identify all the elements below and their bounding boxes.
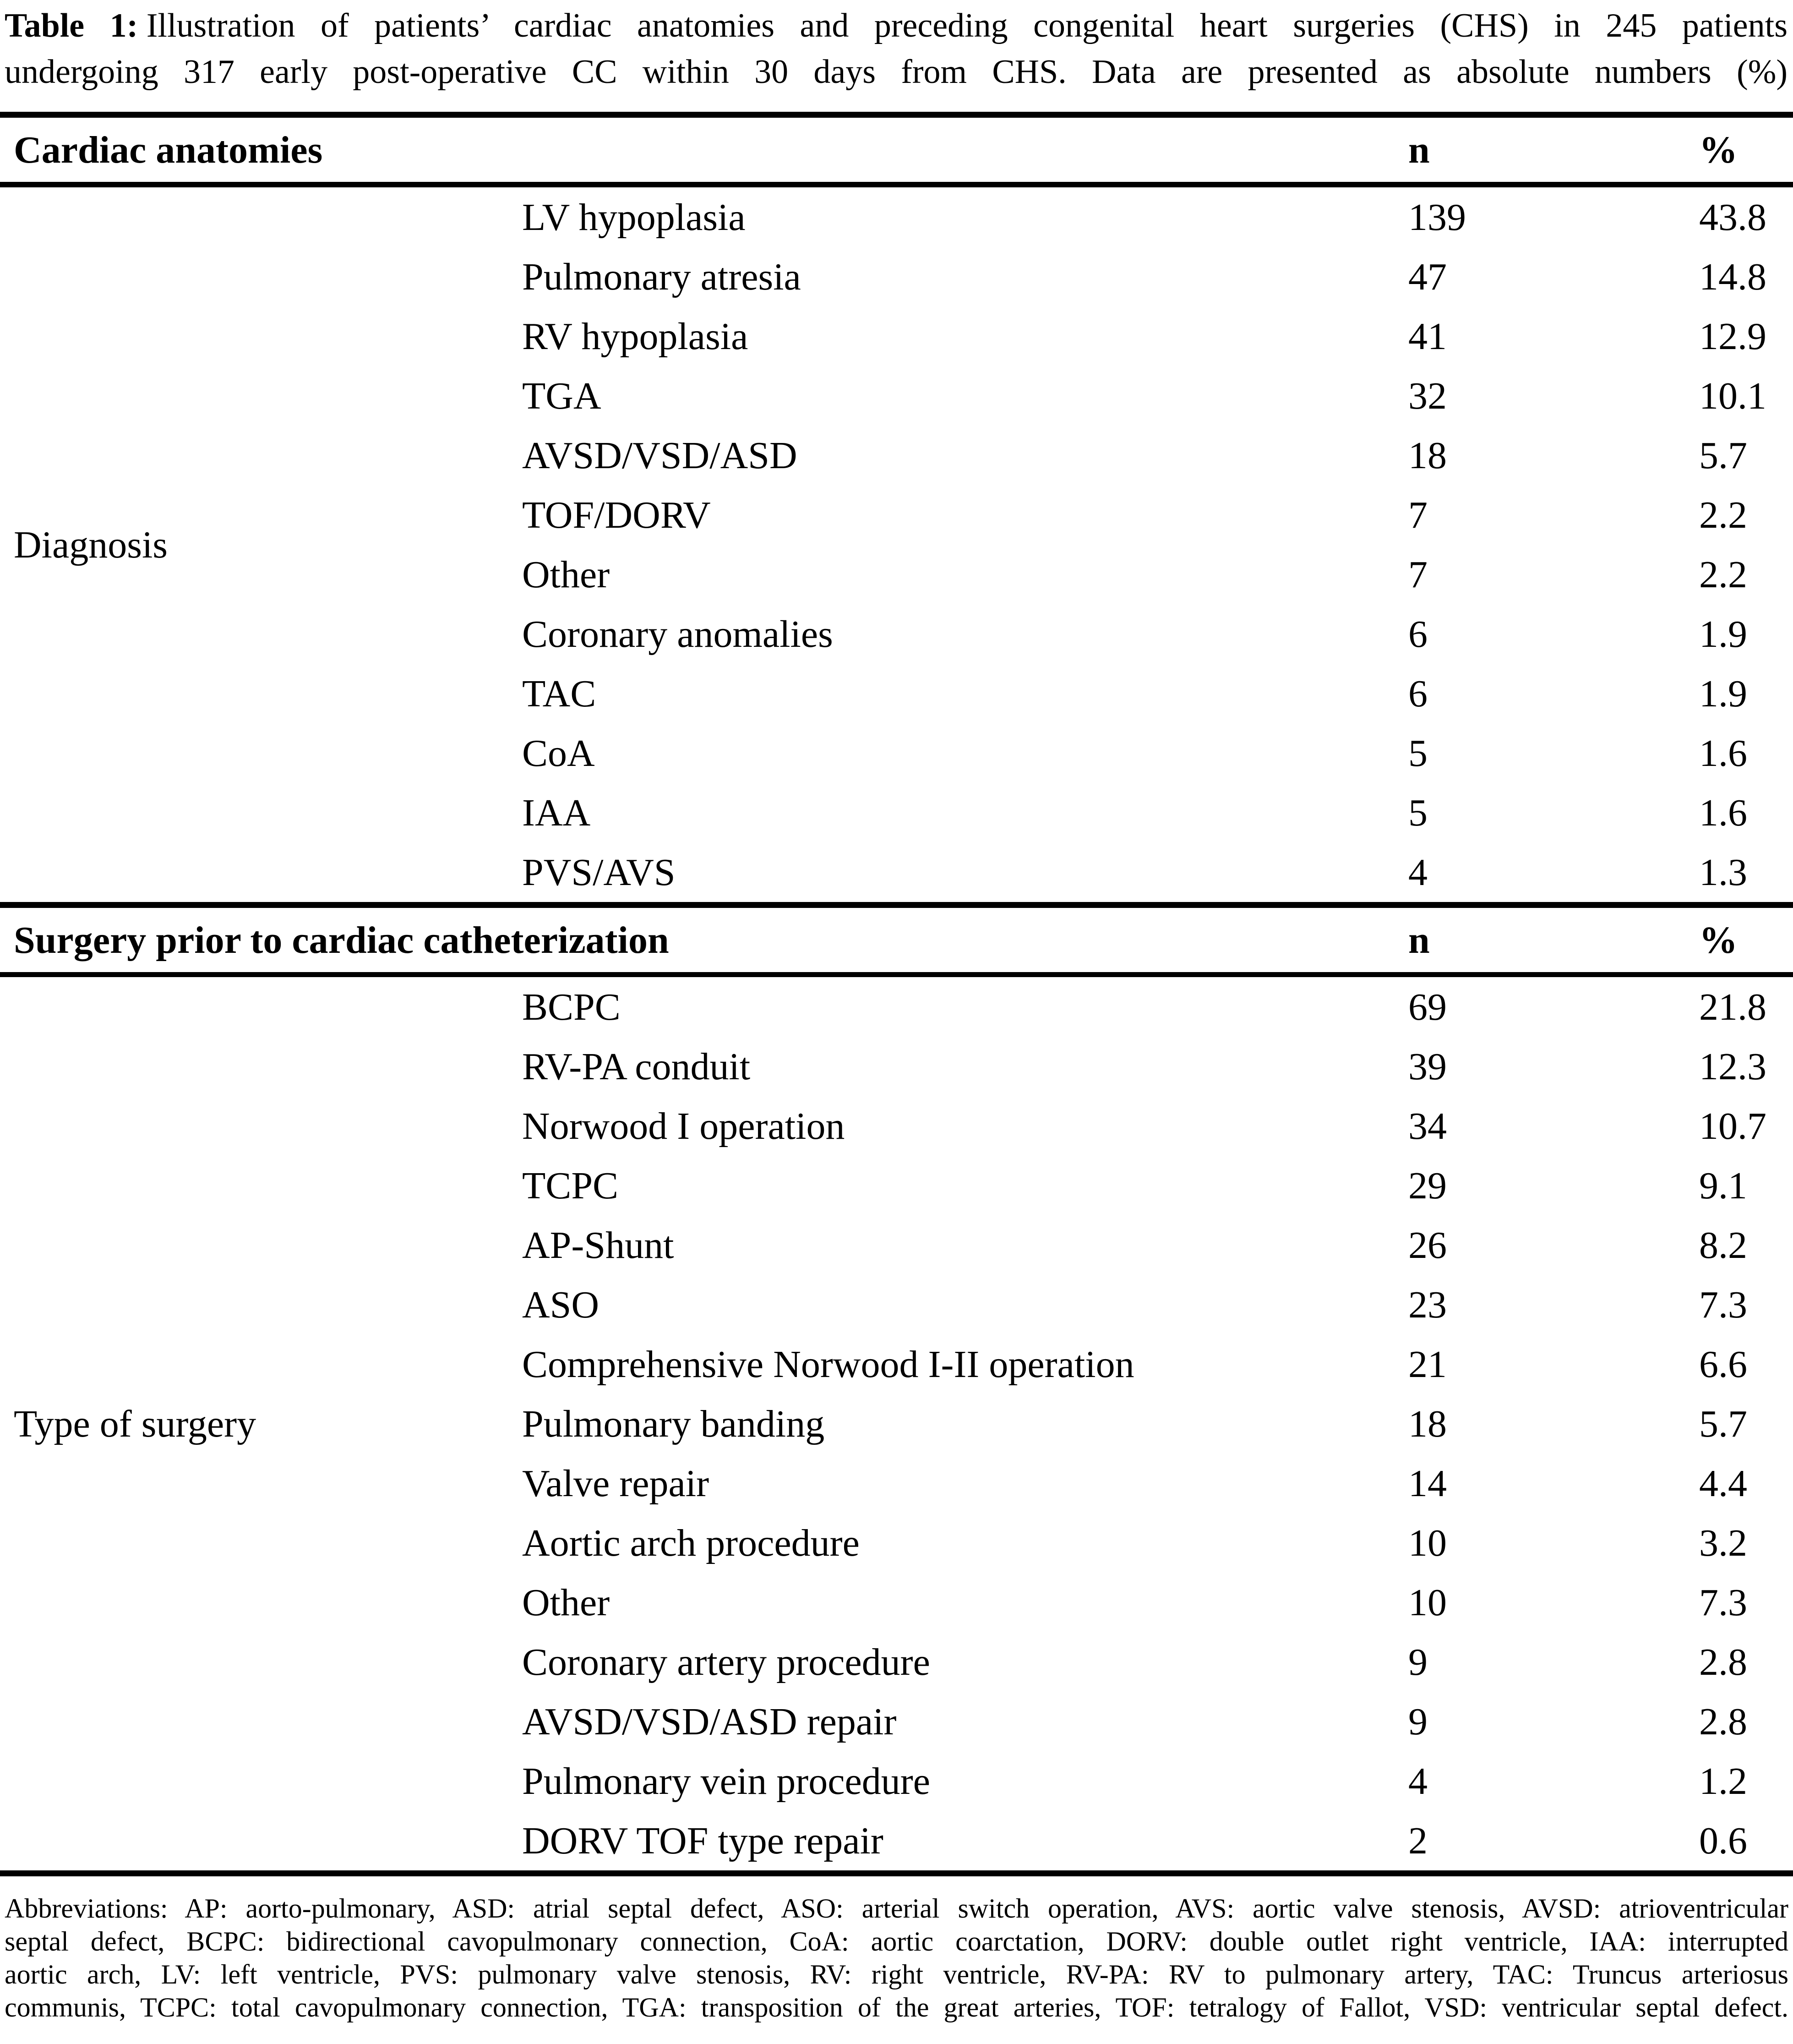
row-n-value: 9 — [1408, 1700, 1428, 1743]
row-label: CoA — [522, 732, 595, 775]
row-percent-value: 2.2 — [1699, 553, 1748, 596]
row-label: Comprehensive Norwood I-II operation — [522, 1343, 1134, 1386]
row-percent-value: 1.9 — [1699, 672, 1748, 715]
row-percent-value: 9.1 — [1699, 1164, 1748, 1207]
row-percent-value: 4.4 — [1699, 1462, 1748, 1505]
row-label: Aortic arch procedure — [522, 1521, 860, 1564]
column-header-n: n — [1408, 905, 1699, 975]
row-n-value: 21 — [1408, 1343, 1447, 1386]
caption-line-1 — [5, 3, 1788, 49]
row-n-value: 41 — [1408, 315, 1447, 358]
row-percent-value: 12.9 — [1699, 315, 1767, 358]
row-n-value: 14 — [1408, 1462, 1447, 1505]
row-n-value: 29 — [1408, 1164, 1447, 1207]
row-percent-value: 0.6 — [1699, 1819, 1748, 1862]
row-n-value: 7 — [1408, 493, 1428, 536]
row-n-value: 139 — [1408, 196, 1466, 239]
row-n-value: 23 — [1408, 1283, 1447, 1326]
row-percent-value: 10.7 — [1699, 1104, 1767, 1148]
row-n-value: 5 — [1408, 732, 1428, 775]
row-percent-value: 14.8 — [1699, 255, 1767, 298]
row-percent-value: 2.2 — [1699, 493, 1748, 536]
row-percent-value: 2.8 — [1699, 1700, 1748, 1743]
row-percent-value: 7.3 — [1699, 1581, 1748, 1624]
row-n-value: 7 — [1408, 553, 1428, 596]
row-percent-value: 5.7 — [1699, 1402, 1748, 1445]
row-label: AVSD/VSD/ASD — [522, 434, 797, 477]
column-header-percent: % — [1699, 905, 1793, 975]
row-percent-value: 1.2 — [1699, 1760, 1748, 1803]
section-header-row-anatomies — [0, 118, 1793, 185]
row-percent-value: 6.6 — [1699, 1343, 1748, 1386]
table-caption — [5, 3, 1788, 95]
row-n-value: 6 — [1408, 672, 1428, 715]
section-header-label: Surgery prior to cardiac catheterization — [0, 905, 1408, 975]
section-header-label: Cardiac anatomies — [0, 118, 1408, 185]
caption-table-number: Table 1: — [5, 7, 138, 44]
row-n-value: 6 — [1408, 612, 1428, 656]
row-percent-value: 3.2 — [1699, 1521, 1748, 1564]
row-n-value: 4 — [1408, 1760, 1428, 1803]
row-label: ASO — [522, 1283, 599, 1326]
row-label: BCPC — [522, 985, 621, 1028]
data-table — [0, 118, 1793, 1870]
row-label: PVS/AVS — [522, 851, 676, 894]
row-n-value: 10 — [1408, 1581, 1447, 1624]
table-row — [0, 185, 1793, 247]
row-n-value: 18 — [1408, 1402, 1447, 1445]
row-percent-value: 1.3 — [1699, 851, 1748, 894]
column-header-percent: % — [1699, 118, 1793, 185]
row-n-value: 69 — [1408, 985, 1447, 1028]
row-percent-value: 7.3 — [1699, 1283, 1748, 1326]
row-label: AVSD/VSD/ASD repair — [522, 1700, 897, 1743]
row-n-value: 5 — [1408, 791, 1428, 834]
section-header-row-surgery — [0, 905, 1793, 975]
row-label: Norwood I operation — [522, 1104, 845, 1148]
row-percent-value: 5.7 — [1699, 434, 1748, 477]
row-label: TCPC — [522, 1164, 619, 1207]
caption-text-line-1: Illustration of patients’ cardiac anatomies and preceding congenital heart surgeries (CHS) in 245 patients — [146, 7, 1788, 44]
row-n-value: 34 — [1408, 1104, 1447, 1148]
row-label: RV-PA conduit — [522, 1045, 751, 1088]
row-percent-value: 1.6 — [1699, 791, 1748, 834]
row-n-value: 47 — [1408, 255, 1447, 298]
row-percent-value: 21.8 — [1699, 985, 1767, 1028]
row-label: Pulmonary banding — [522, 1402, 825, 1445]
footer-line-3: aortic arch, LV: left ventricle, PVS: pulmonary valve stenosis, RV: right ventricle, RV-PA: RV to pulmonary artery, TAC: Truncus arteriosus — [5, 1959, 1788, 1989]
column-header-n: n — [1408, 118, 1699, 185]
footer-line-2: septal defect, BCPC: bidirectional cavopulmonary connection, CoA: aortic coarctation, DORV: double outlet right ventricle, IAA: interrupted — [5, 1926, 1788, 1957]
row-label: TOF/DORV — [522, 493, 711, 536]
footer-line-1: Abbreviations: AP: aorto-pulmonary, ASD: atrial septal defect, ASO: arterial switch operation, AVS: aortic valve stenosis, AVSD: atrioventricular — [5, 1893, 1788, 1924]
row-label: TAC — [522, 672, 596, 715]
row-percent-value: 12.3 — [1699, 1045, 1767, 1088]
group-label-type-of-surgery: Type of surgery — [14, 1402, 256, 1445]
row-label: Pulmonary vein procedure — [522, 1760, 931, 1803]
row-label: Valve repair — [522, 1462, 709, 1505]
row-n-value: 18 — [1408, 434, 1447, 477]
table-row — [0, 975, 1793, 1037]
row-percent-value: 43.8 — [1699, 196, 1767, 239]
row-percent-value: 8.2 — [1699, 1224, 1748, 1267]
data-table-frame — [0, 112, 1793, 1876]
row-n-value: 26 — [1408, 1224, 1447, 1267]
group-label-diagnosis: Diagnosis — [14, 523, 168, 566]
row-percent-value: 1.9 — [1699, 612, 1748, 656]
row-n-value: 4 — [1408, 851, 1428, 894]
row-label: DORV TOF type repair — [522, 1819, 883, 1862]
row-n-value: 32 — [1408, 374, 1447, 417]
caption-line-2: undergoing 317 early post-operative CC within 30 days from CHS. Data are presented as absolute numbers (%) — [5, 53, 1788, 91]
row-label: IAA — [522, 791, 591, 834]
row-label: LV hypoplasia — [522, 196, 746, 239]
row-label: TGA — [522, 374, 601, 417]
paper-table-page — [0, 3, 1793, 2044]
row-n-value: 2 — [1408, 1819, 1428, 1862]
row-percent-value: 10.1 — [1699, 374, 1767, 417]
row-label: Pulmonary atresia — [522, 255, 801, 298]
row-percent-value: 1.6 — [1699, 732, 1748, 775]
row-label: Coronary artery procedure — [522, 1640, 930, 1683]
row-percent-value: 2.8 — [1699, 1640, 1748, 1683]
row-label: Other — [522, 1581, 610, 1624]
row-n-value: 39 — [1408, 1045, 1447, 1088]
row-n-value: 9 — [1408, 1640, 1428, 1683]
row-label: AP-Shunt — [522, 1224, 674, 1267]
abbreviations-footer — [5, 1892, 1788, 2024]
row-label: RV hypoplasia — [522, 315, 748, 358]
footer-line-4: communis, TCPC: total cavopulmonary connection, TGA: transposition of the great arteries, TOF: tetralogy of Fallot, VSD: ventricular septal defect. — [5, 1992, 1788, 2022]
row-label: Other — [522, 553, 610, 596]
row-label: Coronary anomalies — [522, 612, 833, 656]
row-n-value: 10 — [1408, 1521, 1447, 1564]
